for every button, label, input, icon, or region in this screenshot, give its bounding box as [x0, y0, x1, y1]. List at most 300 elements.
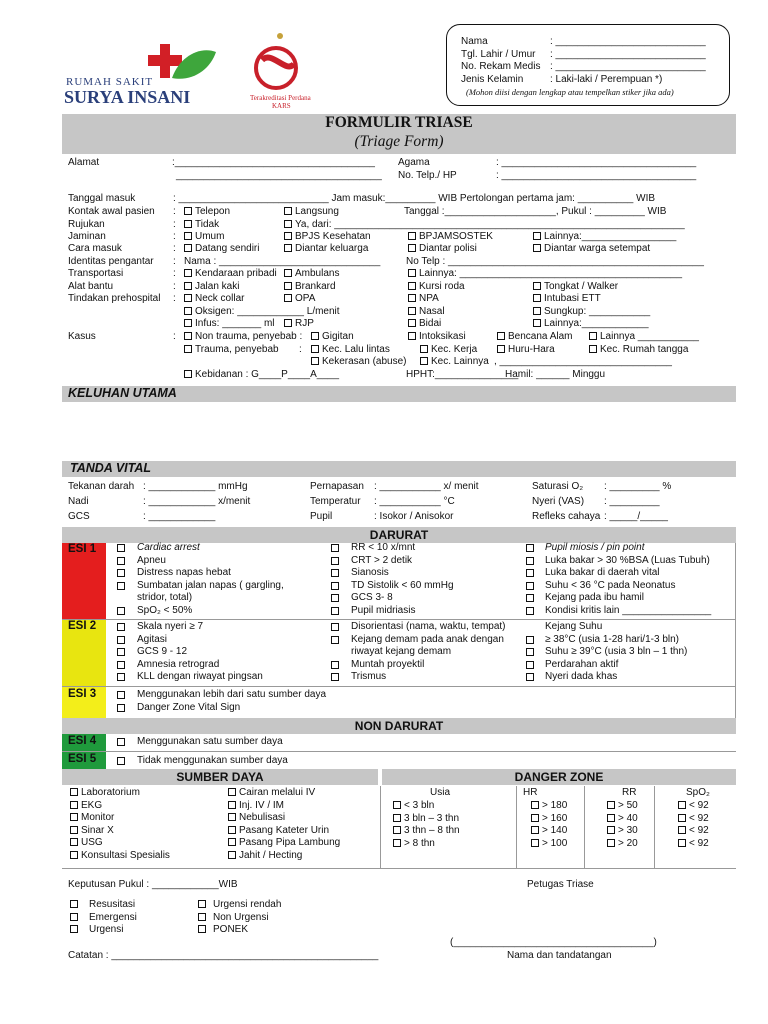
tindakan-npa[interactable]: [408, 293, 439, 304]
tindakan-bidai[interactable]: [408, 318, 441, 329]
checkbox[interactable]: [284, 282, 292, 290]
checkbox[interactable]: [117, 569, 125, 577]
esi-criterion: Trismus: [351, 671, 387, 682]
checkbox[interactable]: [408, 307, 416, 315]
jaminan-umum[interactable]: [184, 231, 224, 242]
dz-divider-2: [584, 786, 585, 868]
checkbox-label: Monitor: [81, 812, 115, 823]
transport-ambulans[interactable]: [284, 268, 339, 279]
checkbox[interactable]: [526, 582, 534, 590]
tindakan-lainnya[interactable]: [533, 318, 649, 329]
checkbox[interactable]: [531, 801, 539, 809]
checkbox[interactable]: [331, 623, 339, 631]
checkbox[interactable]: [408, 332, 416, 340]
checkbox-label: Neck collar: [195, 293, 245, 304]
patient-field-value[interactable]: : ___________________________: [550, 36, 706, 47]
esi-criterion: SpO₂ < 50%: [137, 604, 193, 616]
checkbox[interactable]: [408, 282, 416, 290]
checkbox[interactable]: [607, 801, 615, 809]
form-title: FORMULIR TRIASE: [325, 114, 473, 131]
checkbox[interactable]: [678, 801, 686, 809]
checkbox[interactable]: [533, 244, 541, 252]
checkbox-label: < 92: [689, 837, 709, 849]
checkbox[interactable]: [117, 661, 125, 669]
keputusan-option[interactable]: [70, 912, 137, 923]
checkbox[interactable]: [284, 244, 292, 252]
checkbox-label: Oksigen: ____________ L/menit: [195, 306, 340, 317]
dz-divider-3: [654, 786, 655, 868]
checkbox[interactable]: [497, 332, 505, 340]
checkbox[interactable]: [184, 207, 192, 215]
checkbox[interactable]: [331, 557, 339, 565]
kasus-lainnya-field[interactable]: , _______________________________: [494, 356, 672, 367]
cara-polisi[interactable]: [408, 243, 477, 254]
checkbox-label: PONEK: [213, 924, 249, 935]
checkbox[interactable]: [311, 332, 319, 340]
catatan-field[interactable]: Catatan : ________________________________________________: [68, 950, 379, 961]
checkbox[interactable]: [284, 269, 292, 277]
vital-label: Pupil: [310, 511, 333, 522]
signature-line[interactable]: (____________________________________): [450, 937, 657, 948]
alat-kursi-roda[interactable]: [408, 281, 465, 292]
colon: :: [173, 268, 176, 279]
checkbox-label: Sungkup: ___________: [544, 306, 651, 317]
vital-field[interactable]: : ____________ x/menit: [143, 496, 251, 507]
checkbox[interactable]: [117, 757, 125, 765]
tanda-bar: [62, 461, 736, 477]
checkbox[interactable]: [408, 319, 416, 327]
sumber-daya-option[interactable]: [70, 825, 114, 836]
alamat-label: Alamat: [68, 157, 100, 168]
checkbox[interactable]: [184, 370, 192, 378]
checkbox-label: Kec. Lainnya: [431, 356, 489, 367]
danger-zone-option[interactable]: [607, 800, 638, 811]
danger-zone-option[interactable]: [393, 825, 460, 836]
checkbox[interactable]: [117, 704, 125, 712]
checkbox[interactable]: [70, 826, 78, 834]
signature-caption: Nama dan tandatangan: [507, 950, 612, 961]
esi-criterion: Kondisi kritis lain ________________: [545, 604, 712, 616]
esi3-label: ESI 3: [68, 688, 97, 700]
alat-jalan-kaki[interactable]: [184, 281, 239, 292]
checkbox[interactable]: [117, 607, 125, 615]
checkbox[interactable]: [284, 319, 292, 327]
danger-zone-option[interactable]: [531, 838, 567, 849]
jaminan-lainnya[interactable]: [533, 231, 676, 242]
checkbox[interactable]: [228, 813, 236, 821]
danger-zone-option[interactable]: [678, 838, 709, 849]
danger-zone-option[interactable]: [531, 825, 567, 836]
checkbox[interactable]: [117, 544, 125, 552]
keputusan-option[interactable]: [198, 912, 269, 923]
checkbox-label: Langsung: [295, 206, 339, 217]
kasus-gigitan[interactable]: [311, 331, 354, 342]
checkbox[interactable]: [408, 269, 416, 277]
checkbox-label: Jalan kaki: [195, 281, 240, 292]
checkbox[interactable]: [198, 900, 206, 908]
checkbox-label: 3 thn – 8 thn: [404, 825, 460, 836]
esi-criterion: KLL dengan riwayat pingsan: [137, 671, 263, 682]
kontak-telepon[interactable]: [184, 206, 230, 217]
form-subtitle: (Triage Form): [354, 133, 444, 150]
keputusan-pukul[interactable]: Keputusan Pukul : ____________WIB: [68, 879, 238, 890]
checkbox[interactable]: [70, 801, 78, 809]
tindakan-rjp[interactable]: [284, 318, 314, 329]
esi-criterion: Skala nyeri ≥ 7: [137, 621, 204, 632]
checkbox[interactable]: [117, 648, 125, 656]
danger-zone-option[interactable]: [678, 825, 709, 836]
kars-emblem-icon: [250, 30, 340, 90]
checkbox[interactable]: [331, 673, 339, 681]
checkbox[interactable]: [533, 307, 541, 315]
esi-criterion: Suhu < 36 °C pada Neonatus: [545, 579, 676, 591]
alat-brankard[interactable]: [284, 281, 336, 292]
checkbox[interactable]: [311, 357, 319, 365]
patient-field-value[interactable]: : ___________________________: [550, 61, 706, 72]
tindakan-oksigen[interactable]: [184, 306, 340, 317]
tanggal-masuk-fields[interactable]: : ___________________________ Jam masuk:_________ WIB Pertolongan pertama jam: __________ WIB: [173, 193, 656, 204]
checkbox[interactable]: [526, 594, 534, 602]
divider-esi1: [62, 619, 736, 620]
checkbox[interactable]: [284, 232, 292, 240]
checkbox-label: Diantar warga setempat: [544, 243, 651, 254]
kasus-lainnya-2[interactable]: [420, 356, 489, 367]
intake-row-label: Jaminan: [68, 231, 106, 242]
kebidanan[interactable]: [184, 369, 339, 380]
checkbox[interactable]: [331, 594, 339, 602]
sumber-daya-option[interactable]: [228, 812, 285, 823]
checkbox[interactable]: [184, 282, 192, 290]
jaminan-bpjamsostek[interactable]: [408, 231, 493, 242]
checkbox-label: Lainnya ___________: [600, 331, 699, 342]
checkbox[interactable]: [526, 673, 534, 681]
checkbox[interactable]: [526, 557, 534, 565]
checkbox[interactable]: [117, 582, 125, 590]
sumber-daya-option[interactable]: [70, 800, 102, 811]
checkbox[interactable]: [607, 814, 615, 822]
checkbox-label: Ya, dari: _______________________________________________________________: [295, 219, 685, 230]
checkbox[interactable]: [70, 900, 78, 908]
patient-field-label: No. Rekam Medis: [461, 61, 541, 72]
danger-zone-option[interactable]: [531, 800, 567, 811]
vital-field[interactable]: : _________: [604, 496, 660, 507]
keputusan-option[interactable]: [70, 899, 135, 910]
checkbox[interactable]: [526, 648, 534, 656]
kasus-lalu-lintas[interactable]: [311, 344, 390, 355]
esi-criterion: Suhu ≥ 39°C (usia 3 bln – 1 thn): [545, 646, 688, 657]
checkbox-label: NPA: [419, 293, 439, 304]
checkbox[interactable]: [228, 851, 236, 859]
checkbox[interactable]: [117, 673, 125, 681]
tindakan-sungkup[interactable]: [533, 306, 650, 317]
tindakan-nasal[interactable]: [408, 306, 445, 317]
sumber-daya-option[interactable]: [228, 787, 315, 798]
checkbox[interactable]: [420, 357, 428, 365]
kasus-huru-hara[interactable]: [497, 344, 555, 355]
checkbox[interactable]: [70, 838, 78, 846]
vital-label: Nyeri (VAS): [532, 496, 585, 507]
checkbox[interactable]: [70, 925, 78, 933]
kasus-rumah-tangga[interactable]: [589, 344, 688, 355]
hamil-field[interactable]: Hamil: ______ Minggu: [505, 369, 606, 380]
checkbox[interactable]: [70, 913, 78, 921]
checkbox-label: < 92: [689, 800, 709, 811]
checkbox-label: Intoksikasi: [419, 331, 466, 342]
jaminan-bpjs[interactable]: [284, 231, 371, 242]
cara-warga[interactable]: [533, 243, 650, 254]
patient-box-note: (Mohon diisi dengan lengkap atau tempelkan stiker jika ada): [466, 87, 674, 97]
checkbox[interactable]: [331, 569, 339, 577]
tindakan-opa[interactable]: [284, 293, 315, 304]
checkbox[interactable]: [184, 220, 192, 228]
esi-criterion: Danger Zone Vital Sign: [137, 702, 241, 713]
esi-criterion: Cardiac arrest: [137, 542, 200, 553]
checkbox[interactable]: [533, 282, 541, 290]
checkbox[interactable]: [607, 826, 615, 834]
sumber-daya-heading: SUMBER DAYA: [62, 769, 378, 785]
patient-field-value[interactable]: : Laki-laki / Perempuan *): [550, 73, 663, 85]
esi-criterion: riwayat kejang demam: [351, 646, 452, 657]
checkbox[interactable]: [497, 345, 505, 353]
sumber-daya-option[interactable]: [228, 800, 284, 811]
esi-criterion: Sumbatan jalan napas ( gargling,: [137, 579, 284, 591]
kasus-kekerasan[interactable]: [311, 356, 407, 367]
checkbox-label: Kec. Rumah tangga: [600, 344, 689, 355]
checkbox[interactable]: [420, 345, 428, 353]
danger-zone-option[interactable]: [678, 813, 709, 824]
danger-zone-option[interactable]: [393, 800, 434, 811]
checkbox[interactable]: [678, 839, 686, 847]
checkbox-label: Ambulans: [295, 268, 340, 279]
checkbox[interactable]: [184, 332, 192, 340]
sumber-daya-option[interactable]: [228, 850, 302, 861]
checkbox-label: > 8 thn: [404, 837, 435, 849]
vital-field[interactable]: : ____________: [143, 511, 216, 522]
vital-field[interactable]: : _____/_____: [604, 511, 668, 522]
checkbox-label: Trauma, penyebab: [195, 344, 279, 355]
tindakan-intubasi[interactable]: [533, 293, 601, 304]
checkbox[interactable]: [311, 345, 319, 353]
checkbox[interactable]: [607, 839, 615, 847]
checkbox-label: Brankard: [295, 281, 336, 292]
esi-criterion: Amnesia retrograd: [137, 658, 220, 670]
keputusan-option[interactable]: [70, 924, 123, 935]
checkbox[interactable]: [117, 557, 125, 565]
pengantar-telp[interactable]: No Telp : ______________________________________________: [406, 256, 704, 267]
kasus-trauma[interactable]: [184, 344, 279, 355]
sumber-daya-option[interactable]: [70, 787, 140, 798]
vital-field[interactable]: : Isokor / Anisokor: [374, 511, 454, 522]
checkbox-label: Kec. Lalu lintas: [322, 344, 390, 355]
transport-lainnya[interactable]: [408, 268, 682, 279]
checkbox[interactable]: [331, 636, 339, 644]
checkbox[interactable]: [408, 294, 416, 302]
checkbox[interactable]: [184, 244, 192, 252]
checkbox-label: Pasang Kateter Urin: [239, 824, 330, 836]
cara-keluarga[interactable]: [284, 243, 368, 254]
checkbox-label: Lainnya: ________________________________________: [419, 268, 683, 279]
checkbox[interactable]: [184, 232, 192, 240]
checkbox[interactable]: [526, 636, 534, 644]
checkbox[interactable]: [678, 814, 686, 822]
danger-zone-option[interactable]: [607, 813, 638, 824]
esi-criterion: Luka bakar di daerah vital: [545, 567, 660, 578]
checkbox[interactable]: [228, 801, 236, 809]
checkbox[interactable]: [198, 925, 206, 933]
kontak-tanggal[interactable]: Tanggal :____________________, Pukul : _________ WIB: [404, 206, 667, 217]
sumber-daya-option[interactable]: [70, 850, 170, 861]
colon: :: [299, 344, 302, 355]
checkbox[interactable]: [70, 788, 78, 796]
checkbox[interactable]: [393, 826, 401, 834]
agama-field[interactable]: : ___________________________________: [496, 157, 697, 168]
checkbox[interactable]: [184, 345, 192, 353]
checkbox[interactable]: [70, 813, 78, 821]
patient-field-value[interactable]: : ___________________________: [550, 48, 706, 60]
sumber-daya-option[interactable]: [70, 837, 103, 848]
colon: :: [173, 293, 176, 304]
patient-field-label: Jenis Kelamin: [461, 73, 524, 85]
checkbox[interactable]: [533, 294, 541, 302]
kars-text: Terakreditasi Perdana: [250, 94, 311, 102]
checkbox[interactable]: [526, 607, 534, 615]
checkbox[interactable]: [117, 636, 125, 644]
checkbox-label: > 100: [542, 837, 568, 849]
checkbox[interactable]: [184, 319, 192, 327]
danger-zone-option[interactable]: [607, 825, 638, 836]
checkbox[interactable]: [678, 826, 686, 834]
alat-tongkat[interactable]: [533, 281, 618, 292]
kontak-langsung[interactable]: [284, 206, 339, 217]
intake-row-label: Rujukan: [68, 219, 105, 230]
kasus-intoksikasi[interactable]: [408, 331, 466, 342]
checkbox[interactable]: [117, 623, 125, 631]
checkbox[interactable]: [408, 232, 416, 240]
intake-row-label: Kontak awal pasien: [68, 206, 155, 217]
checkbox[interactable]: [228, 838, 236, 846]
checkbox-label: Emergensi: [89, 911, 137, 923]
checkbox-label: RJP: [295, 318, 314, 329]
cara-datang-sendiri[interactable]: [184, 243, 259, 254]
checkbox[interactable]: [228, 788, 236, 796]
danger-zone-heading: DANGER ZONE: [382, 769, 736, 785]
esi-criterion: stridor, total): [137, 592, 193, 603]
hpht-field[interactable]: HPHT:_______________: [406, 369, 519, 380]
rujukan-tidak[interactable]: [184, 219, 219, 230]
checkbox[interactable]: [70, 851, 78, 859]
checkbox[interactable]: [228, 826, 236, 834]
checkbox-label: Cairan melalui IV: [239, 787, 316, 798]
kars-logo: [250, 30, 340, 110]
danger-zone-option[interactable]: [531, 813, 567, 824]
tanda-vital-heading: TANDA VITAL: [70, 461, 152, 475]
danger-zone-option[interactable]: [393, 813, 459, 824]
checkbox-label: > 160: [542, 812, 568, 824]
hospital-name-top: RUMAH SAKIT: [66, 76, 154, 88]
pengantar-nama[interactable]: Nama : _____________________________: [184, 256, 381, 267]
esi-criterion: GCS 3- 8: [351, 592, 393, 603]
checkbox[interactable]: [284, 220, 292, 228]
vital-field[interactable]: : ___________ °C: [374, 496, 455, 507]
checkbox[interactable]: [533, 232, 541, 240]
telp-field[interactable]: : ___________________________________: [496, 170, 697, 181]
checkbox[interactable]: [331, 544, 339, 552]
checkbox[interactable]: [526, 544, 534, 552]
vital-field[interactable]: : _________ %: [604, 481, 672, 492]
checkbox[interactable]: [526, 569, 534, 577]
checkbox[interactable]: [284, 207, 292, 215]
checkbox[interactable]: [589, 332, 597, 340]
danger-zone-option[interactable]: [678, 800, 709, 811]
checkbox-label: > 140: [542, 825, 568, 836]
sumber-daya-option[interactable]: [70, 812, 114, 823]
esi-criterion: Luka bakar > 30 %BSA (Luas Tubuh): [545, 554, 710, 566]
colon: :: [173, 256, 176, 267]
vital-field[interactable]: : ___________ x/ menit: [374, 481, 479, 492]
checkbox[interactable]: [117, 691, 125, 699]
checkbox-label: Bidai: [419, 318, 442, 329]
checkbox[interactable]: [331, 661, 339, 669]
checkbox[interactable]: [184, 307, 192, 315]
esi-criterion: Agitasi: [137, 633, 168, 645]
checkbox[interactable]: [284, 294, 292, 302]
checkbox[interactable]: [331, 607, 339, 615]
checkbox[interactable]: [526, 661, 534, 669]
checkbox-label: Non trauma, penyebab :: [195, 331, 303, 342]
checkbox-label: USG: [81, 837, 103, 848]
kasus-bencana[interactable]: [497, 331, 573, 342]
colon: :: [173, 281, 176, 292]
divider-esi4: [62, 751, 736, 752]
vital-label: Saturasi O₂: [532, 481, 584, 492]
transport-pribadi[interactable]: [184, 268, 277, 279]
checkbox-label: Intubasi ETT: [544, 293, 601, 304]
checkbox[interactable]: [184, 269, 192, 277]
tindakan-neck-collar[interactable]: [184, 293, 244, 304]
intake-row-label: Transportasi: [68, 268, 124, 279]
esi-criterion: Menggunakan satu sumber daya: [137, 736, 283, 747]
checkbox[interactable]: [184, 294, 192, 302]
checkbox[interactable]: [331, 582, 339, 590]
kasus-lainnya[interactable]: [589, 331, 699, 342]
checkbox[interactable]: [117, 738, 125, 746]
checkbox[interactable]: [531, 826, 539, 834]
checkbox-label: Lainnya:____________: [544, 318, 649, 329]
kasus-non-trauma[interactable]: [184, 331, 302, 342]
danger-zone-option[interactable]: [607, 838, 638, 849]
tindakan-infus[interactable]: [184, 318, 275, 329]
checkbox[interactable]: [393, 801, 401, 809]
danger-zone-option[interactable]: [393, 838, 435, 849]
checkbox[interactable]: [531, 839, 539, 847]
checkbox[interactable]: [198, 913, 206, 921]
sumber-daya-option[interactable]: [228, 837, 340, 848]
rujukan-ya[interactable]: [284, 219, 685, 230]
checkbox[interactable]: [393, 814, 401, 822]
keputusan-option[interactable]: [198, 924, 248, 935]
keputusan-option[interactable]: [198, 899, 281, 910]
checkbox[interactable]: [589, 345, 597, 353]
alamat-line-1: :____________________________________: [172, 157, 375, 168]
checkbox-label: Tongkat / Walker: [544, 281, 619, 292]
vital-field[interactable]: : ____________ mmHg: [143, 481, 248, 492]
sumber-daya-option[interactable]: [228, 825, 329, 836]
checkbox[interactable]: [533, 319, 541, 327]
kasus-kerja[interactable]: [420, 344, 477, 355]
checkbox[interactable]: [531, 814, 539, 822]
checkbox[interactable]: [393, 839, 401, 847]
checkbox[interactable]: [408, 244, 416, 252]
